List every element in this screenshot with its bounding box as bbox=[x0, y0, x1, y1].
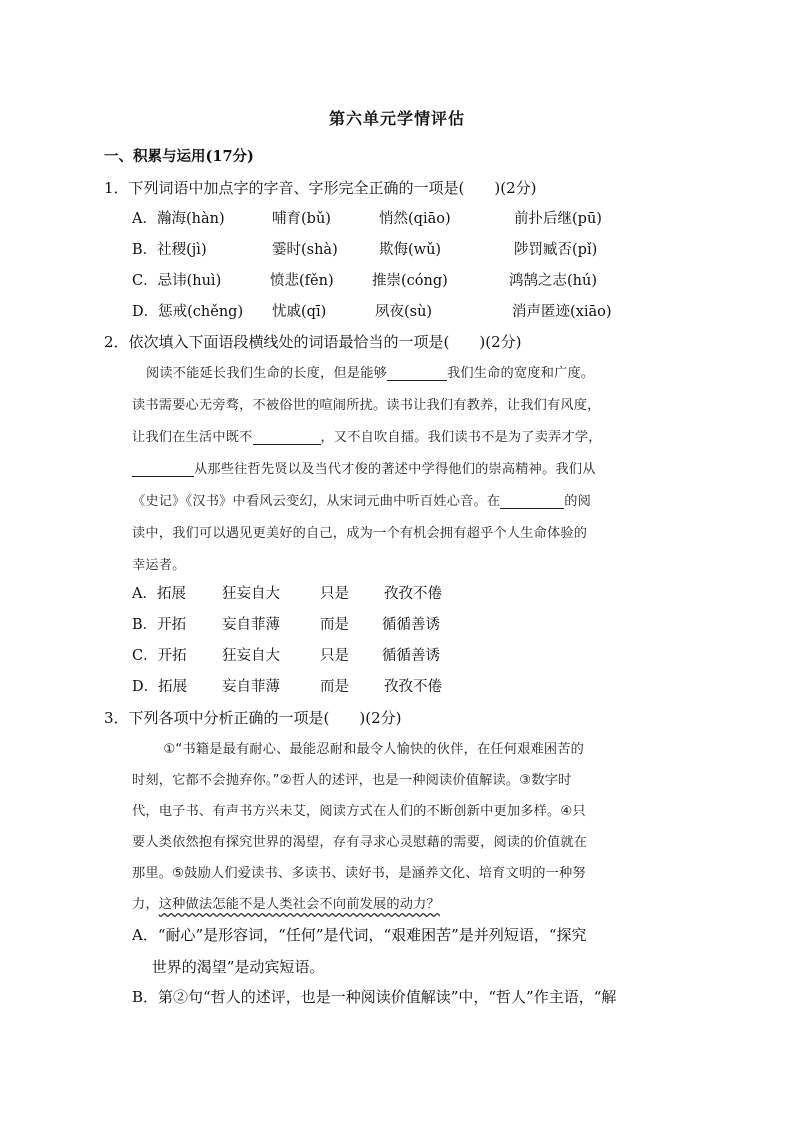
q2-passage-line-1: 阅读不能延长我们生命的长度，但是能够 我们生命的宽度和广度。 bbox=[146, 366, 595, 381]
blank-1[interactable] bbox=[387, 366, 447, 381]
q1-option-a-w4: 前扑后继(pū) bbox=[514, 211, 602, 227]
q3-answer-a-line-2: 世界的渴望”是动宾短语。 bbox=[132, 958, 325, 976]
q1-option-d-w3: 夙夜(sù) bbox=[375, 304, 433, 320]
q1-option-a-w1: A．瀚海(hàn) bbox=[132, 211, 225, 227]
q3-passage-line-5: 那里。⑤鼓励人们爱读书、多读书、读好书，是涵养文化、培育文明的一种努 bbox=[132, 866, 586, 881]
q1-stem: 1．下列词语中加点字的字音、字形完全正确的一项是( )(2分) bbox=[104, 179, 537, 197]
q2-option-a-w2: 狂妄自大 bbox=[222, 586, 280, 602]
q3-passage-line-4: 要人类依然抱有探究世界的渴望，存有寻求心灵慰藉的需要，阅读的价值就在 bbox=[132, 835, 588, 850]
q2-option-c-w4: 循循善诱 bbox=[382, 648, 440, 664]
q2-passage-line-7: 幸运者。 bbox=[132, 558, 186, 573]
q1-option-b-w2: 霎时(shà) bbox=[272, 242, 338, 258]
blank-4[interactable] bbox=[500, 494, 564, 509]
q1-option-d-w1: D．惩戒(chěng) bbox=[132, 304, 244, 320]
q1-option-a-w3: 悄然(qiāo) bbox=[379, 211, 451, 227]
q3-passage-line-3: 代，电子书、有声书方兴未艾，阅读方式在人们的不断创新中更加多样。④只 bbox=[132, 804, 586, 819]
q2-option-c-w3: 只是 bbox=[320, 648, 349, 664]
q2-passage-line-3: 让我们在生活中既不 ，又不自吹自擂。我们读书不是为了卖弄才学， bbox=[132, 430, 602, 445]
q1-option-c-w1: C．忌讳(huì) bbox=[132, 273, 222, 289]
q2-option-a-w3: 只是 bbox=[320, 586, 349, 602]
q2-option-d-w1: D．拓展 bbox=[132, 679, 188, 695]
q1-option-b-w1: B．社稷(jì) bbox=[132, 242, 207, 258]
blank-2[interactable] bbox=[253, 430, 321, 445]
q1-option-c-w4: 鸿鹄之志(hú) bbox=[509, 273, 597, 289]
q2-option-d-w2: 妄自菲薄 bbox=[222, 679, 280, 695]
q3-answer-a-line-1: A．“耐心”是形容词，“任何”是代词，“艰难困苦”是并列短语，“探究 bbox=[132, 926, 587, 944]
q1-option-d-w4: 消声匿迹(xiāo) bbox=[512, 304, 612, 320]
q3-passage-line-6: 力，这种做法怎能不是人类社会不向前发展的动力？ bbox=[132, 897, 440, 912]
blank-3[interactable] bbox=[132, 462, 194, 477]
q3-stem: 3．下列各项中分析正确的一项是( )(2分) bbox=[104, 709, 402, 727]
q3-answer-b-line-1: B．第②句“哲人的述评，也是一种阅读价值解读”中，“哲人”作主语，“解 bbox=[132, 988, 617, 1006]
page-title: 第六单元学情评估 bbox=[328, 109, 465, 128]
q2-option-b-w1: B．开拓 bbox=[132, 617, 187, 633]
q3-passage-line-1: ①“书籍是最有耐心、最能忍耐和最令人愉快的伙伴，在任何艰难困苦的 bbox=[150, 742, 585, 757]
section-heading: 一、积累与运用(17分) bbox=[104, 148, 254, 165]
wavy-underlined-sentence: 这种做法怎能不是人类社会不向前发展的动力？ bbox=[158, 897, 440, 912]
q2-option-a-w4: 孜孜不倦 bbox=[384, 586, 442, 602]
q2-passage-line-2: 读书需要心无旁骛，不被俗世的喧闹所扰。读书让我们有教养，让我们有风度， bbox=[132, 398, 601, 413]
q2-option-c-w1: C．开拓 bbox=[132, 648, 187, 664]
q1-option-c-w2: 愤悲(fěn) bbox=[270, 273, 334, 289]
q2-passage-line-4: 从那些往哲先贤以及当代才俊的著述中学得他们的崇高精神。我们从 bbox=[132, 458, 596, 477]
q2-option-b-w4: 循循善诱 bbox=[382, 617, 440, 633]
q3-passage-line-2: 时刻，它都不会抛弃你。”②哲人的述评，也是一种阅读价值解读。③数字时 bbox=[132, 773, 572, 788]
q2-option-b-w2: 妄自菲薄 bbox=[222, 617, 280, 633]
q2-option-c-w2: 狂妄自大 bbox=[222, 648, 280, 664]
q2-option-b-w3: 而是 bbox=[320, 617, 349, 633]
q1-option-b-w4: 陟罚臧否(pǐ) bbox=[514, 242, 598, 258]
q1-option-c-w3: 推崇(cóng) bbox=[372, 273, 448, 289]
q2-passage-line-6: 读中，我们可以遇见更美好的自己，成为一个有机会拥有超乎个人生命体验的 bbox=[132, 526, 588, 541]
q2-option-d-w4: 孜孜不倦 bbox=[384, 679, 442, 695]
q2-option-a-w1: A．拓展 bbox=[132, 586, 186, 602]
q1-option-a-w2: 哺育(bǔ) bbox=[272, 211, 331, 227]
q2-stem: 2．依次填入下面语段横线处的词语最恰当的一项是( )(2分) bbox=[104, 333, 522, 351]
q2-option-d-w3: 而是 bbox=[320, 679, 349, 695]
q1-option-b-w3: 欺侮(wǔ) bbox=[379, 242, 442, 258]
q2-passage-line-5: 《史记》《汉书》中看风云变幻，从宋词元曲中听百姓心音。在 的阅 bbox=[132, 494, 592, 509]
q1-option-d-w2: 忧戚(qī) bbox=[272, 304, 327, 320]
